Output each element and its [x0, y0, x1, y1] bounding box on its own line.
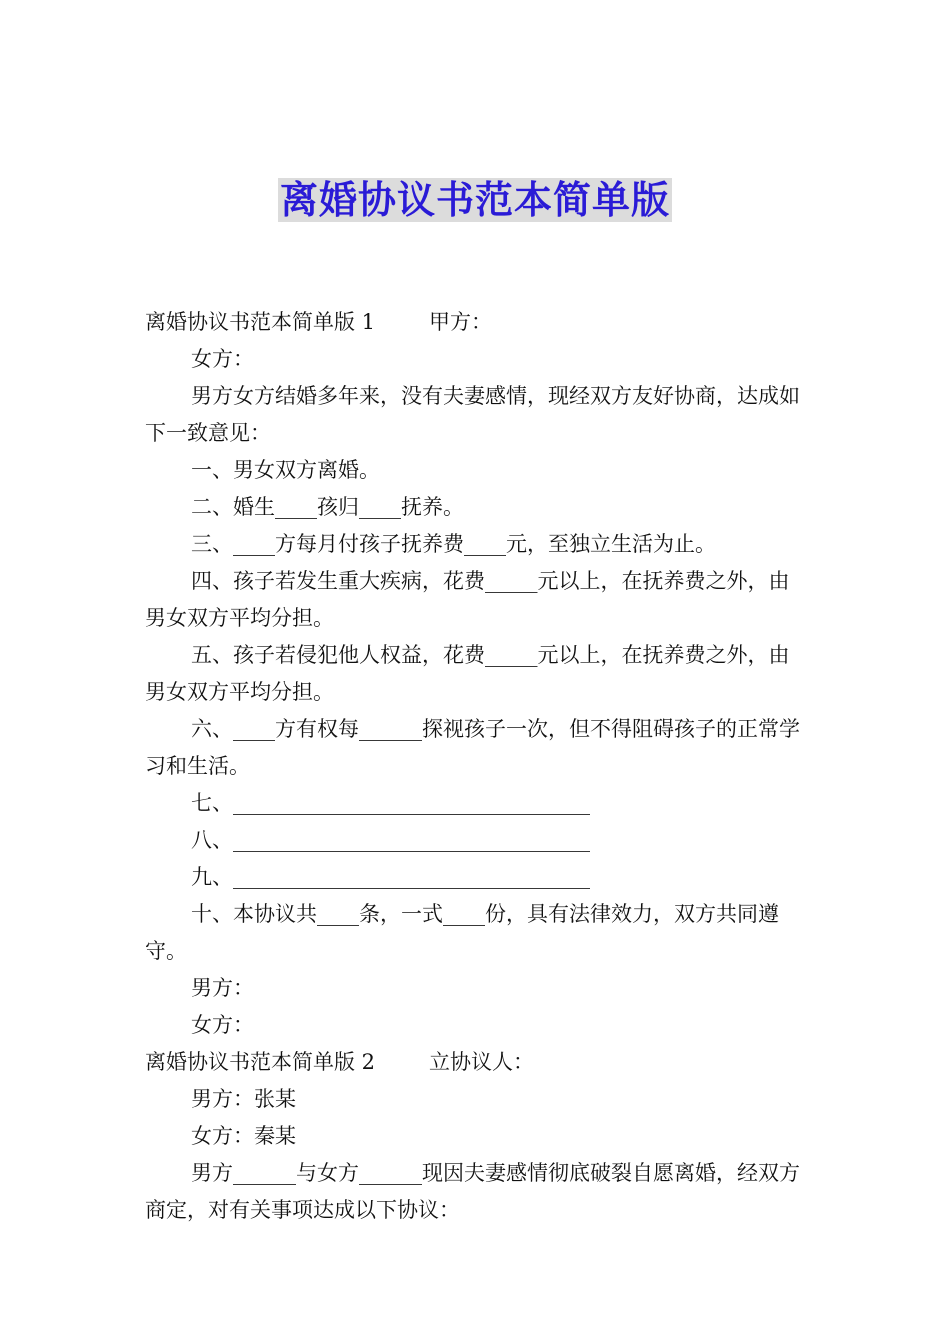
clause: 一、男女双方离婚。 [191, 458, 380, 482]
paragraph: 男方：张某 [191, 1087, 296, 1111]
clause: 九、__________________________________ [191, 865, 590, 889]
section-number: 离婚协议书范本简单版 1 [145, 310, 376, 334]
clause: 八、__________________________________ [191, 828, 590, 852]
clause: 六、____方有权每______探视孩子一次，但不得阻碍孩子的正常学习和生活。 [145, 717, 800, 778]
page-title [0, 176, 950, 224]
clause: 三、____方每月付孩子抚养费____元，至独立生活为止。 [191, 532, 716, 556]
paragraph: 男方女方结婚多年来，没有夫妻感情，现经双方友好协商，达成如下一致意见： [145, 384, 800, 445]
clause: 七、__________________________________ [191, 791, 590, 815]
section-lead: 甲方： [429, 310, 492, 334]
clause: 四、孩子若发生重大疾病，花费_____元以上，在抚养费之外，由男女双方平均分担。 [145, 569, 790, 630]
paragraph: 女方：秦某 [191, 1124, 296, 1148]
clause: 五、孩子若侵犯他人权益，花费_____元以上，在抚养费之外，由男女双方平均分担。 [145, 643, 790, 704]
signature-line: 男方： [191, 976, 254, 1000]
paragraph: 男方______与女方______现因夫妻感情彻底破裂自愿离婚，经双方商定，对有关事项达成以下协议： [145, 1161, 800, 1222]
clause: 十、本协议共____条，一式____份，具有法律效力，双方共同遵守。 [145, 902, 779, 963]
section-number: 离婚协议书范本简单版 2 [145, 1050, 376, 1074]
document-body [145, 304, 809, 1229]
section-heading-1 [145, 304, 809, 341]
page-title-text: 离婚协议书范本简单版 [279, 178, 670, 222]
signature-line: 女方： [191, 1013, 254, 1037]
section-heading-2 [145, 1044, 809, 1081]
paragraph: 女方： [191, 347, 254, 371]
section-lead: 立协议人： [429, 1050, 534, 1074]
clause: 二、婚生____孩归____抚养。 [191, 495, 464, 519]
